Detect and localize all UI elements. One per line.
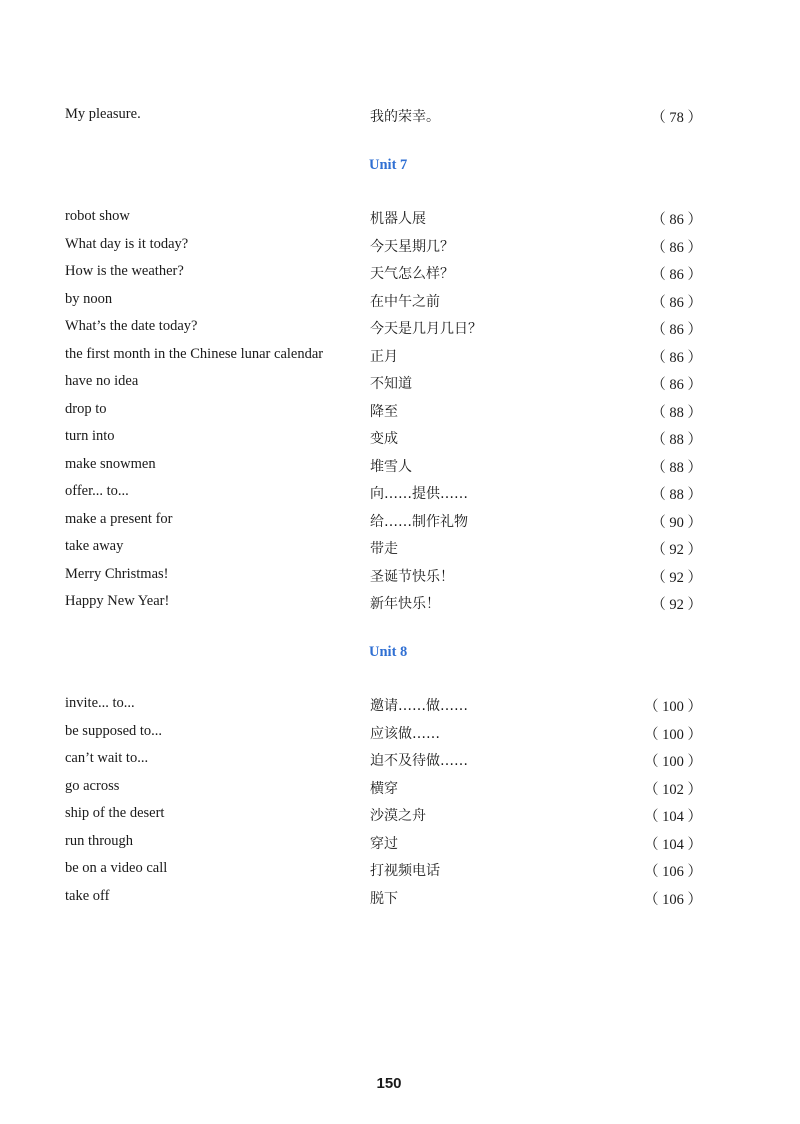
vocab-row [0,291,800,315]
page-reference: （ 88 ） [651,459,702,476]
page-reference: （ 92 ） [651,569,702,586]
vocab-row [0,805,800,829]
unit-heading: Unit 8 [369,644,408,660]
english-phrase: ship of the desert [65,805,165,821]
english-phrase: turn into [65,428,115,444]
vocab-row [0,566,800,590]
english-phrase: robot show [65,208,130,224]
chinese-translation: 应该做…… [370,725,440,742]
chinese-translation: 新年快乐！ [370,596,440,612]
vocab-row [0,456,800,480]
page-reference: （ 92 ） [651,597,702,613]
english-phrase: the first month in the Chinese lunar calendar [65,345,324,362]
chinese-translation: 脱下 [370,890,398,907]
english-phrase: be on a video call [65,860,168,876]
page-reference: （ 90 ） [651,514,702,531]
page-reference: （ 88 ） [651,487,702,503]
english-phrase: can’t wait to... [65,750,149,766]
vocab-row [0,428,800,452]
chinese-translation: 横穿 [370,780,398,797]
page-reference: （ 104 ） [644,809,702,825]
english-phrase: go across [65,777,120,794]
vocab-row [0,593,800,617]
chinese-translation: 带走 [370,541,398,557]
vocab-row [0,695,800,719]
page-reference: （ 86 ） [651,322,702,338]
vocab-row [0,750,800,774]
english-phrase: make snowmen [65,455,156,472]
vocab-row [0,236,800,260]
page-reference: （ 86 ） [651,239,702,256]
vocab-row [0,860,800,884]
english-phrase: Merry Christmas! [65,565,169,582]
unit-heading: Unit 7 [369,157,408,173]
english-phrase: have no idea [65,373,139,389]
page-reference: （ 104 ） [644,836,702,853]
english-phrase: by noon [65,290,113,307]
page-reference: （ 100 ） [644,699,702,715]
vocab-row [0,346,800,370]
page-reference: （ 106 ） [644,891,702,908]
page-reference: （ 86 ） [651,294,702,311]
english-phrase: take away [65,538,124,554]
vocab-row [0,373,800,397]
english-phrase: My pleasure. [65,106,141,122]
chinese-translation: 机器人展 [370,211,426,227]
english-phrase: invite... to... [65,695,135,711]
vocab-row [0,208,800,232]
page-reference: （ 102 ） [644,781,702,798]
english-phrase: make a present for [65,510,173,527]
chinese-translation: 变成 [370,431,398,447]
vocab-row [0,723,800,747]
vocab-row [0,778,800,802]
page-reference: （ 86 ） [651,212,702,228]
chinese-translation: 不知道 [370,376,412,392]
chinese-translation: 今天星期几？ [370,238,454,255]
chinese-translation: 穿过 [370,835,398,852]
vocab-row [0,106,800,130]
page-reference: （ 100 ） [644,726,702,743]
page-reference: （ 78 ） [651,110,702,126]
chinese-translation: 降至 [370,403,398,420]
english-phrase: How is the weather? [65,263,184,279]
chinese-translation: 堆雪人 [370,458,412,475]
page-reference: （ 92 ） [651,542,702,558]
english-phrase: What day is it today? [65,235,189,252]
english-phrase: offer... to... [65,483,129,499]
page-reference: （ 86 ） [651,349,702,366]
english-phrase: take off [65,887,110,904]
chinese-translation: 今天是几月几日？ [370,321,482,337]
chinese-translation: 天气怎么样？ [370,266,454,282]
chinese-translation: 我的荣幸。 [370,109,440,125]
english-phrase: be supposed to... [65,722,163,739]
page-reference: （ 86 ） [651,267,702,283]
chinese-translation: 给……制作礼物 [370,513,468,530]
chinese-translation: 圣诞节快乐！ [370,568,454,585]
chinese-translation: 正月 [370,348,398,365]
english-phrase: run through [65,832,134,849]
vocab-row [0,401,800,425]
chinese-translation: 打视频电话 [370,863,440,879]
chinese-translation: 迫不及待做…… [370,753,468,769]
english-phrase: drop to [65,400,107,417]
chinese-translation: 邀请……做…… [370,698,468,714]
vocab-row [0,538,800,562]
vocab-row [0,833,800,857]
english-phrase: Happy New Year! [65,593,170,609]
vocab-row [0,888,800,912]
vocab-row [0,263,800,287]
page-reference: （ 88 ） [651,404,702,421]
page-reference: （ 106 ） [644,864,702,880]
vocab-row [0,483,800,507]
chinese-translation: 在中午之前 [370,293,440,310]
chinese-translation: 向……提供…… [370,486,468,502]
page-reference: （ 88 ） [651,432,702,448]
chinese-translation: 沙漠之舟 [370,808,426,824]
page-reference: （ 100 ） [644,754,702,770]
vocab-row [0,318,800,342]
page-reference: （ 86 ） [651,377,702,393]
page-number: 150 [376,1075,402,1092]
english-phrase: What’s the date today? [65,318,198,334]
vocab-row [0,511,800,535]
